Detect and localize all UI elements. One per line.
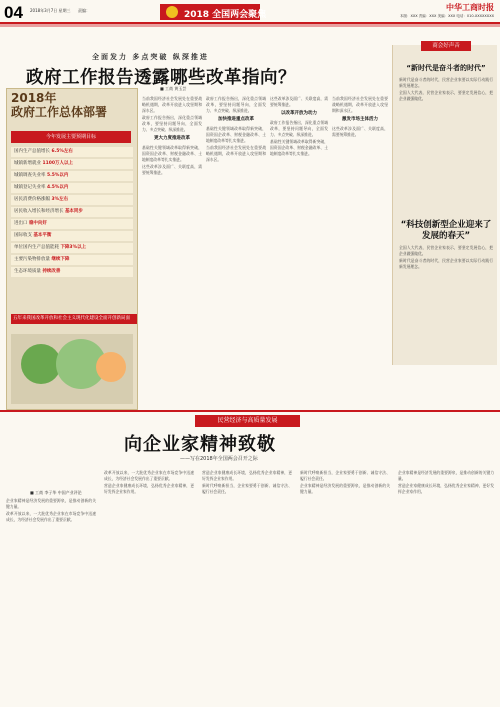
- bottom-story-author: ■ 工商 李子华 中国产业评论: [30, 490, 82, 495]
- infobox-item: 城镇调查失业率 5.5%以内: [11, 171, 133, 181]
- infobox-item: 国际收支 基本平衡: [11, 231, 133, 241]
- infobox-item: 进出口 稳中向好: [11, 219, 133, 229]
- sidebar-tag: 商会好声音: [421, 41, 471, 51]
- banner-title: 2018 全国两会聚焦: [184, 10, 267, 20]
- infobox-title: 2018年 政府工作总体部署: [11, 91, 108, 119]
- infobox-list: [11, 147, 133, 279]
- article-column: 改革开放以来，一大批优秀企业家在市场竞争中迅速成长，为经济社会发展作出了重要贡献。 营造企业家健康成长环境，弘扬优秀企业家精神，更好发挥企业家作用。: [104, 470, 194, 494]
- edition-label: 责编：: [78, 8, 90, 13]
- infobox-item: 主要污染物排放量 继续下降: [11, 255, 133, 265]
- infobox-item: 居民消费价格涨幅 3%左右: [11, 195, 133, 205]
- emblem-icon: [166, 6, 178, 18]
- issue-date: 2018年3月7日 星期三: [30, 8, 71, 13]
- paper-name: 中华工商时报: [446, 3, 494, 12]
- article-column: 企业家精神是经济发展的重要源泉，是推动创新的关键力量。 营造企业家健康成长环境，弘扬优秀企业家精神，更好发挥企业家作用。: [398, 470, 494, 494]
- article-column: 企业家精神是经济发展的重要源泉，是推动创新的关键力量。 改革开放以来，一大批优秀企业家在市场竞争中迅速成长，为经济社会发展作出了重要贡献。: [6, 498, 96, 522]
- infobox-subtitle: 今年发展主要预期目标: [11, 131, 131, 143]
- infobox-item: 单位国内生产总值能耗 下降3%以上: [11, 243, 133, 253]
- sidebar-text: 全国人大代表、民营企业家表示，要坚定发展信心，把企业做强做优。 新时代是奋斗者的时代，民营企业家要以实际行动践行新发展理念。: [399, 245, 493, 269]
- top-story-kicker: 全面发力 多点突破 纵深推进: [92, 53, 209, 61]
- page-number: 04: [4, 3, 23, 22]
- infobox-item: 国内生产总值增长 6.5%左右: [11, 147, 133, 157]
- infobox-item: 居民收入增长和经济增长 基本同步: [11, 207, 133, 217]
- section-divider: [0, 410, 500, 412]
- bottom-story-subtitle: ——写在2018年全国两会召开之际: [180, 456, 258, 462]
- policy-infobox: [6, 88, 138, 410]
- infobox-item: 生态环境质量 持续改善: [11, 267, 133, 277]
- bottom-section-tag: 民营经济与高质量发展: [195, 415, 300, 427]
- article-subhead: 加快推进重点改革: [218, 117, 254, 122]
- article-column: 政府工作报告指出，深化重点领域改革，要坚持问题导向，全面发力、多点突破、纵深推进。 加快推进重点改革 基础性关键领域改革取得新突破，国资国企改革、财税金融改革、土地制度改革等扎实推进。 当前我国经济社会发展处在重要战略机遇期，改革开放进入攻坚期和深水区。: [206, 96, 266, 162]
- infobox-section-label: 五年来我国改革开放和社会主义现代化建设全面开创新局面: [11, 314, 137, 324]
- sidebar-column: [392, 45, 497, 365]
- article-subhead: 以改革开放为动力: [281, 111, 317, 116]
- article-column: 这些改革涉及面广、关联度高，需要统筹推进。 以改革开放为动力 政府工作报告指出，深化重点领域改革，要坚持问题导向，全面发力、多点突破、纵深推进。 基础性关键领域改革取得新突破，国资国企改革、财税金融改革、土地制度改革等扎实推进。: [270, 96, 328, 156]
- sidebar-text: 新时代是奋斗者的时代，民营企业家要以实际行动践行新发展理念。 全国人大代表、民营企业家表示，要坚定发展信心，把企业做强做优。: [399, 77, 493, 101]
- top-story-title: 政府工作报告透露哪些改革指向？: [26, 67, 296, 87]
- article-column: 当前我国经济社会发展处在重要战略机遇期，改革开放进入攻坚期和深水区。 政府工作报告指出，深化重点领域改革，要坚持问题导向，全面发力、多点突破、纵深推进。 更大力度推进改革 基础性关键领域改革取得新突破，国资国企改革、财税金融改革、土地制度改革等扎实推进。 这些改革涉及面广、关联度高，需要统筹推进。: [142, 96, 202, 175]
- contact-info: 本版：XXX 责编：XXX 美编：XXX 电话：010-XXXXXXXX: [399, 14, 494, 18]
- sidebar-headline: “新时代是奋斗者的时代”: [406, 64, 486, 72]
- article-column: 营造企业家健康成长环境，弘扬优秀企业家精神，更好发挥企业家作用。 新时代呼唤新担当，企业家要勇于创新、诚信守法、履行社会责任。: [202, 470, 292, 494]
- article-column: 新时代呼唤新担当，企业家要勇于创新、诚信守法、履行社会责任。 企业家精神是经济发展的重要源泉，是推动创新的关键力量。: [300, 470, 390, 494]
- top-story-author: ■ 工商 黄玉芸: [160, 86, 187, 91]
- article-subhead: 激发市场主体活力: [342, 117, 378, 122]
- header-accent-bar: [0, 24, 500, 27]
- infobox-item: 城镇新增就业 1100万人以上: [11, 159, 133, 169]
- sidebar-headline-2: “科技创新型企业迎来了发展的春天”: [400, 220, 492, 241]
- bottom-story-title: 向企业家精神致敬: [124, 434, 276, 454]
- header-banner: [160, 4, 267, 20]
- article-subhead: 更大力度推进改革: [154, 136, 190, 141]
- infobox-item: 城镇登记失业率 4.5%以内: [11, 183, 133, 193]
- infobox-illustration: [11, 334, 133, 404]
- article-column: 当前我国经济社会发展处在重要战略机遇期，改革开放进入攻坚期和深水区。 激发市场主体活力 这些改革涉及面广、关联度高，需要统筹推进。: [332, 96, 388, 137]
